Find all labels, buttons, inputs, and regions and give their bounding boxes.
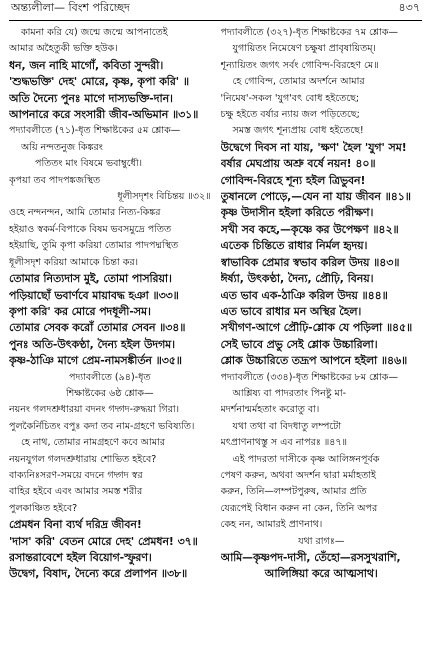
- text-line: কৃষ্ণ-ঠাঞি মাগে প্রেম-নামসঙ্কীর্তন ॥৩৫॥: [9, 354, 182, 368]
- text-line: সেই ভাবে প্রভু সেই শ্লোক উচ্চারিলা।: [220, 337, 378, 351]
- text-line: মদর্শনান্মর্মহতাং করোতু বা।: [220, 404, 320, 416]
- right-column: [216, 25, 423, 665]
- text-line: পতিতং মাং বিষমে ভবাম্বুধৌ।: [35, 158, 142, 170]
- text-line: সখীগণ-আগে প্রৌঢ়ি-শ্লোক যে পড়িলা ॥৪৫॥: [220, 321, 413, 335]
- text-line: শূন্যায়িতং জগৎ সর্বং গোবিন্দ-বিরহেণ মে॥: [220, 59, 379, 71]
- text-line: আশ্লিষ্য বা পাদরতাং পিনষ্টু মা-: [232, 387, 346, 399]
- page-number: ৪৩৭: [398, 1, 420, 14]
- text-line: অয়ি নন্দতনুজ কিঙ্করং: [21, 141, 103, 153]
- text-line: স্বাভাবিক প্রেমার স্বভাব করিল উদয় ॥৪৩॥: [220, 255, 400, 269]
- text-line: আলিঙ্গিয়া করে আত্মসাথ।: [264, 567, 378, 581]
- text-line: বর্ষার মেঘপ্রায় অশ্রু বর্ষে নয়ন! ৪০॥: [220, 157, 376, 171]
- text-line: পদ্যাবলীতে (৩২৭)-ধৃত শিক্ষাষ্টকের ৭ম শ্লোক—: [220, 27, 398, 38]
- text-line: যথা তথা বা বিদধাতু লম্পটো: [232, 420, 342, 432]
- text-line: পদ্যাবলীতে (৩৩৪)-ধৃত শিক্ষাষ্টকের ৮ম শ্লোক—: [220, 371, 398, 383]
- text-line: ঈর্ষ্যা, উৎকণ্ঠা, দৈন্য, প্রৌঢ়ি, বিনয়।: [220, 272, 374, 286]
- text-line: হে নাথ, তোমার নামগ্রহণে কবে আমার: [21, 437, 165, 449]
- text-line: যথা রাগঃ—: [298, 535, 345, 547]
- text-line: শ্লোক উচ্চারিতে তদ্রূপ আপনে হইলা ॥৪৬॥: [220, 354, 408, 368]
- text-line: বাহির হইবে এবং আমার সমস্ত শরীর: [9, 486, 143, 498]
- text-line: প্রেমধন বিনা ব্যর্থ দরিদ্র জীবন!: [9, 518, 142, 532]
- text-line: 'শুদ্ধভক্তি' দেহ' মোরে, কৃষ্ণ, কৃপা করি' ॥: [9, 75, 189, 89]
- text-line: মৎপ্রাণনাথস্তু স এব নাপরঃ ॥৪৭॥: [220, 437, 347, 449]
- text-line: উদ্বেগ, বিষাদ, দৈন্যে করে প্রলাপন ॥৩৮॥: [9, 567, 188, 581]
- text-line: গোবিন্দ-বিরহে শূন্য হইল ত্রিভুবন!: [220, 173, 366, 187]
- text-line: পুলকাঞ্চিত হইবে?: [9, 502, 78, 514]
- text-line: যুগায়িতং নিমেষেণ চক্ষুষা প্রাবৃষায়িতম্।: [232, 43, 376, 55]
- text-line: নয়নং গলদশ্রুধারয়া বদনং গদ্গদ-রুদ্ধয়া গিরা।: [9, 404, 180, 416]
- text-line: 'নিমেষ'-সকল 'যুগ'বৎ বোধ হইতেছে;: [220, 92, 360, 104]
- text-line: কৃপয়া তব পাদপঙ্কজস্থিত: [9, 174, 101, 186]
- text-line: কৃষ্ণ উদাসীন হইলা করিতে পরীক্ষণ।: [220, 206, 374, 220]
- text-line: যেরূপেই বিধান করুন না কেন, তিনি অপর: [220, 502, 378, 514]
- text-line: আমি—কৃষ্ণপদ-দাসী, তেঁহো—রসসুখরাশি,: [220, 551, 401, 564]
- text-line: হইয়াও স্বকর্ম-বিপাকে বিষম ভবসমুদ্রে পতিত: [9, 223, 172, 235]
- text-line: হে গোবিন্দ, তোমার অদর্শনে আমার: [232, 76, 365, 88]
- text-line: 'দাস' করি' বেতন মোরে দেহ' প্রেমধন! ৩৭॥: [9, 534, 198, 548]
- text-line: চক্ষু হইতে বর্ষার ন্যায় জল পড়িতেছে;: [220, 109, 360, 121]
- text-line: পেষণ করুন, অথবা অদর্শন দ্বারা মর্মাহতাই: [220, 469, 376, 481]
- text-line: উদ্বেগে দিবস না যায়, 'ক্ষণ' হৈল 'যুগ' সম!: [220, 140, 407, 154]
- text-line: সখী সব কহে,—কৃষ্ণে কর উপেক্ষণ ॥৪২॥: [220, 222, 399, 236]
- text-line: তোমার নিত্যদাস মুই, তোমা পাসরিয়া।: [9, 272, 172, 286]
- text-line: হইয়াছি, তুমি কৃপা করিয়া তোমার পাদপদ্মস্থিত: [9, 240, 179, 252]
- text-line: ধূলীসদৃশ করিয়া আমাকে চিন্তা কর।: [9, 256, 139, 268]
- text-line: তুষানলে পোড়ে,—যেন না যায় জীবন ॥৪১॥: [220, 190, 411, 204]
- text-line: এতেক চিন্তিতে রাধার নির্মল হৃদয়।: [220, 239, 368, 253]
- text-line: কেহ নন, আমারই প্রাণনাথ।: [220, 519, 323, 531]
- text-line: পুলকৈর্নিচিতং বপুঃ কদা তব নাম-গ্রহণে ভবিষ্যতি।: [9, 420, 195, 432]
- running-head: অন্ত্যলীলা— বিংশ পরিচ্ছেদ: [11, 1, 130, 14]
- text-line: আপনারে করে সংসারী জীব-অভিমান ॥৩১॥: [9, 108, 199, 122]
- text-line: তোমার সেবক করোঁ তোমার সেবন ॥৩৪॥: [9, 321, 186, 335]
- left-column: [9, 25, 216, 665]
- text-line: এই পাদরতা দাসীকে কৃষ্ণ আলিঙ্গনপূর্বক: [232, 453, 380, 465]
- text-line: পদ্যাবলীতে (৯৪)-ধৃত: [68, 371, 151, 383]
- text-line: করুন, তিনি—লম্পটপুরুষ, আমার প্রতি: [220, 486, 367, 498]
- text-line: শিক্ষাষ্টকের ৬ষ্ঠ শ্লোক—: [65, 387, 154, 399]
- text-line: রসান্তরাবেশে হইল বিয়োগ-স্ফুরণ।: [9, 551, 152, 564]
- text-columns: [9, 25, 422, 665]
- text-line: আমার অহৈতুকী ভক্তি হউক।: [9, 43, 118, 55]
- text-line: নয়নযুগল গলদশ্রুধারায় শোভিত হইবে?: [9, 453, 157, 465]
- text-line: এত ভাবে রাধার মন অস্থির হৈল।: [220, 304, 362, 318]
- text-line: সমস্ত জগৎ শূন্যপ্রায় বোধ হইতেছে!: [232, 125, 364, 137]
- text-line: বাক্যনিঃসরণ-সময়ে বদনে গদ্গদ স্বর: [9, 469, 143, 481]
- text-line: পুনঃ অতি-উৎকণ্ঠা, দৈন্য হইল উদগম।: [9, 337, 176, 351]
- text-line: অতি দৈন্যে পুনঃ মাগে দাস্যভক্তি-দান।: [9, 91, 173, 105]
- text-line: ধূলীসদৃশং বিচিন্তয় ॥৩২॥: [117, 191, 211, 203]
- text-line: কৃপা করি' কর মোরে পদধূলী-সম।: [9, 304, 151, 318]
- text-line: ওহে নন্দনন্দন, আমি তোমার নিত্য-কিঙ্কর: [9, 207, 161, 219]
- text-line: এত ভাব এক-ঠাঞি করিল উদয় ॥৪৪॥: [220, 288, 388, 302]
- text-line: ধন, জন নাহি মাগোঁ, কবিতা সুন্দরী।: [9, 58, 164, 72]
- text-line: পদ্যাবলীতে (৭১)-ধৃত শিক্ষাষ্টকের ৫ম শ্লোক—: [9, 125, 181, 137]
- text-line: পড়িয়াছোঁ ভবার্ণবে মায়াবদ্ধ হঞা ॥৩৩॥: [9, 288, 179, 302]
- page-header: [9, 3, 422, 21]
- text-line: কামনা করি যে) জন্মে জন্মে আপনাতেই: [21, 27, 168, 38]
